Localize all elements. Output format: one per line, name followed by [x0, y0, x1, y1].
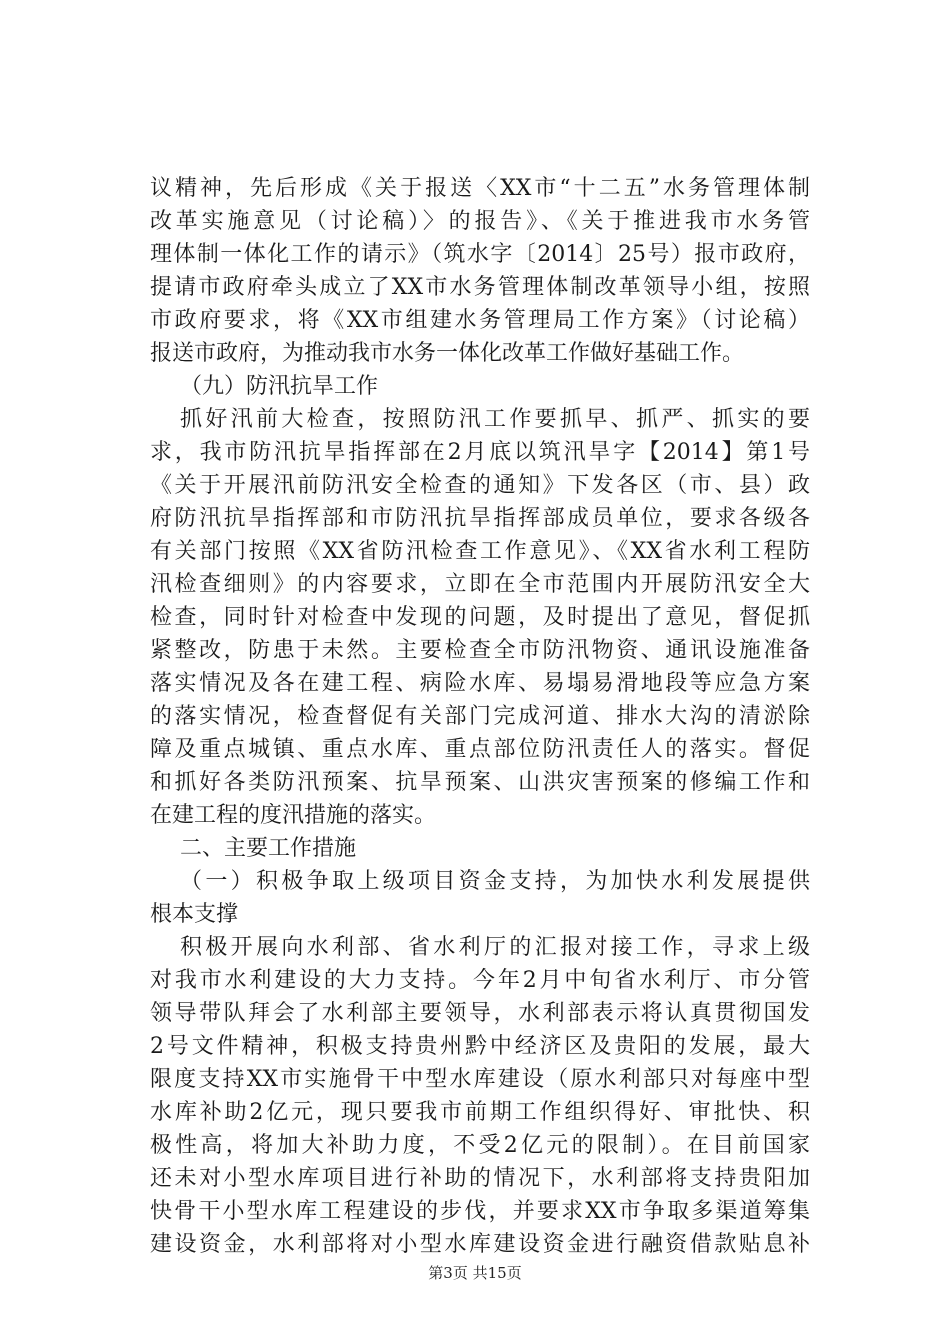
text-line: 还未对小型水库项目进行补助的情况下，水利部将支持贵阳加 [150, 1166, 810, 1191]
text-line: 障及重点城镇、重点水库、重点部位防汛责任人的落实。督促 [150, 737, 810, 762]
text-line: 抓好汛前大检查，按照防汛工作要抓早、抓严、抓实的要 [180, 407, 810, 432]
text-line: （九）防汛抗旱工作 [180, 374, 379, 399]
text-line: 根本支撑 [150, 902, 239, 927]
text-line: 汛检查细则》的内容要求，立即在全市范围内开展防汛安全大 [150, 572, 810, 597]
text-line: 极性高，将加大补助力度，不受2亿元的限制）。在目前国家 [150, 1133, 810, 1158]
text-line: 报送市政府，为推动我市水务一体化改革工作做好基础工作。 [150, 341, 745, 366]
text-line: 对我市水利建设的大力支持。今年2月中旬省水利厅、市分管 [150, 968, 810, 993]
text-line: 府防汛抗旱指挥部和市防汛抗旱指挥部成员单位，要求各级各 [150, 506, 810, 531]
text-line: 的落实情况，检查督促有关部门完成河道、排水大沟的清淤除 [150, 704, 810, 729]
text-line: 检查，同时针对检查中发现的问题，及时提出了意见，督促抓 [150, 605, 810, 630]
text-line: 建设资金，水利部将对小型水库建设资金进行融资借款贴息补 [150, 1232, 810, 1257]
text-line: 市政府要求，将《XX市组建水务管理局工作方案》（讨论稿） [150, 308, 810, 333]
page-number: 第3页 共15页 [428, 1264, 522, 1282]
text-line: 在建工程的度汛措施的落实。 [150, 803, 437, 828]
text-line: 提请市政府牵头成立了XX市水务管理体制改革领导小组，按照 [150, 275, 810, 300]
text-line: 2号文件精神，积极支持贵州黔中经济区及贵阳的发展，最大 [150, 1034, 810, 1059]
text-line: 限度支持XX市实施骨干中型水库建设（原水利部只对每座中型 [150, 1067, 810, 1092]
text-line: 落实情况及各在建工程、病险水库、易塌易滑地段等应急方案 [150, 671, 810, 696]
text-line: 紧整改，防患于未然。主要检查全市防汛物资、通讯设施准备 [150, 638, 810, 663]
document-body [150, 172, 810, 1261]
text-line: 改革实施意见（讨论稿）〉的报告》、《关于推进我市水务管 [150, 209, 810, 234]
text-line: 和抓好各类防汛预案、抗旱预案、山洪灾害预案的修编工作和 [150, 770, 810, 795]
text-line: 理体制一体化工作的请示》（筑水字〔2014〕25号）报市政府， [150, 242, 810, 267]
text-line: 求，我市防汛抗旱指挥部在2月底以筑汛旱字【2014】第1号 [150, 440, 810, 465]
text-line: 水库补助2亿元，现只要我市前期工作组织得好、审批快、积 [150, 1100, 810, 1125]
text-line: 议精神，先后形成《关于报送〈XX市“十二五”水务管理体制 [150, 176, 810, 201]
page-footer [0, 1262, 950, 1283]
text-line: 二、主要工作措施 [180, 836, 357, 861]
text-line: 《关于开展汛前防汛安全检查的通知》下发各区（市、县）政 [150, 473, 810, 498]
text-line: 领导带队拜会了水利部主要领导，水利部表示将认真贯彻国发 [150, 1001, 810, 1026]
text-line: 积极开展向水利部、省水利厅的汇报对接工作，寻求上级 [180, 935, 810, 960]
text-line: （一）积极争取上级项目资金支持，为加快水利发展提供 [180, 869, 810, 894]
text-line: 快骨干小型水库工程建设的步伐，并要求XX市争取多渠道筹集 [150, 1199, 810, 1224]
text-line: 有关部门按照《XX省防汛检查工作意见》、《XX省水利工程防 [150, 539, 810, 564]
